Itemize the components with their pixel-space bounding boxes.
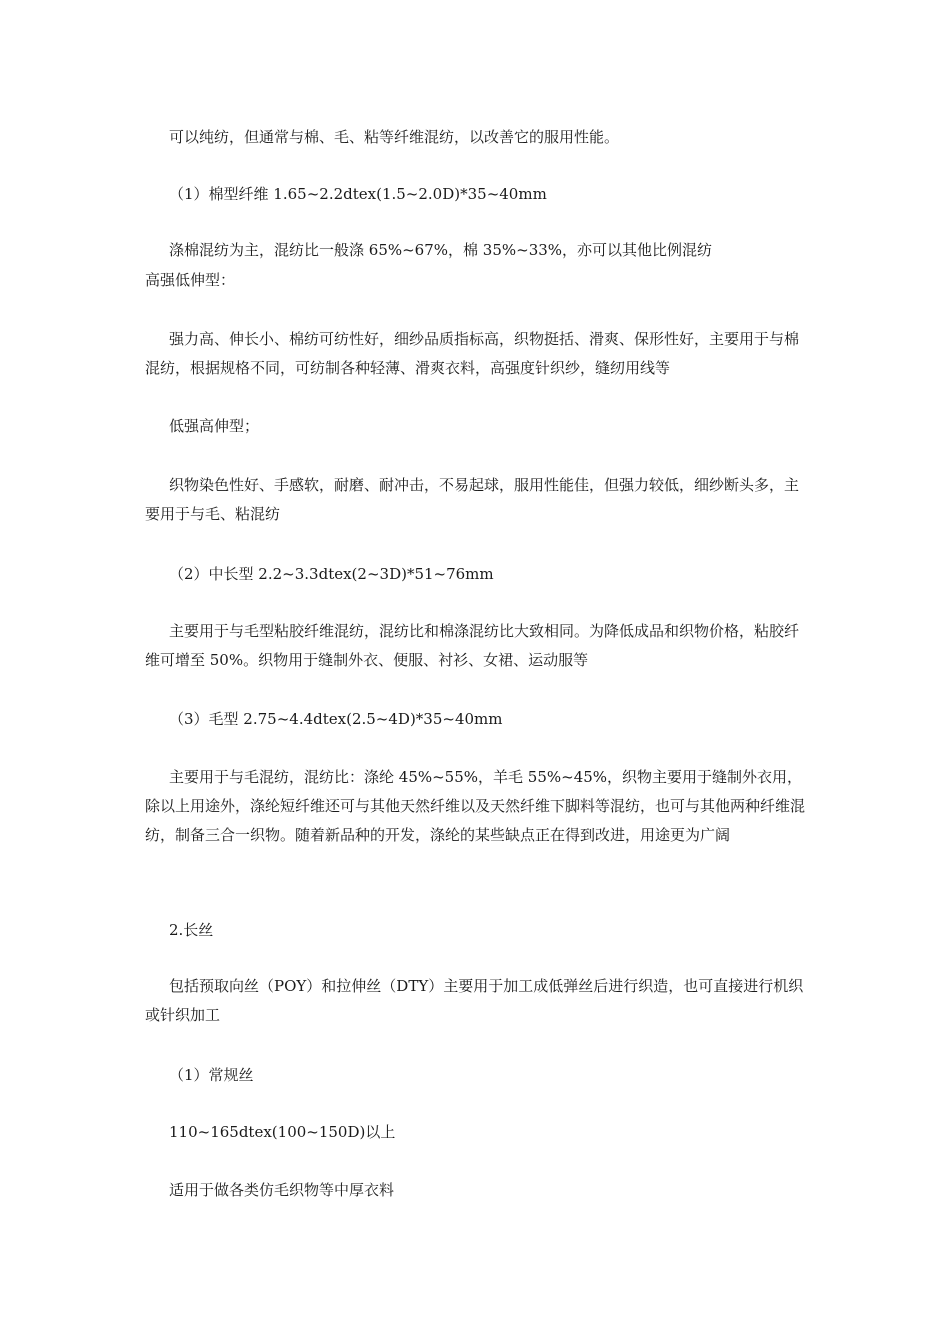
paragraph-high-strength-properties: 强力高、伸长小、棉纺可纺性好，细纱品质指标高，织物挺括、滑爽、保形性好，主要用于与棉混纺，根据规格不同，可纺制各种轻薄、滑爽衣料，高强度针织纱，缝纫用线等 — [145, 330, 800, 377]
paragraph-regular-filament-usage: 适用于做各类仿毛织物等中厚衣料 — [169, 1181, 395, 1199]
heading-wool-type: （3）毛型 2.75~4.4dtex(2.5~4D)*35~40mm — [169, 710, 503, 728]
paragraph-intro: 可以纯纺，但通常与棉、毛、粘等纤维混纺，以改善它的服用性能。 — [169, 128, 620, 146]
heading-regular-filament: （1）常规丝 — [169, 1066, 254, 1084]
heading-mid-length-type: （2）中长型 2.2~3.3dtex(2~3D)*51~76mm — [169, 565, 494, 583]
heading-high-strength-low-elongation: 高强低伸型： — [145, 271, 236, 289]
paragraph-mid-length-usage: 主要用于与毛型粘胶纤维混纺，混纺比和棉涤混纺比大致相同。为降低成品和织物价格，粘胶纤维可增至 50%。织物用于缝制外衣、便服、衬衫、女裙、运动服等 — [145, 622, 800, 669]
paragraph-low-strength-properties: 织物染色性好、手感软，耐磨、耐冲击，不易起球，服用性能佳，但强力较低，细纱断头多，主要用于与毛、粘混纺 — [145, 476, 800, 523]
heading-low-strength-high-elongation: 低强高伸型； — [169, 417, 260, 435]
paragraph-regular-filament-spec: 110~165dtex(100~150D)以上 — [169, 1123, 396, 1141]
paragraph-cotton-blend-ratio: 涤棉混纺为主，混纺比一般涤 65%~67%，棉 35%~33%，亦可以其他比例混纺 — [169, 241, 713, 259]
heading-cotton-type-fiber: （1）棉型纤维 1.65~2.2dtex(1.5~2.0D)*35~40mm — [169, 185, 547, 203]
paragraph-filament-description: 包括预取向丝（POY）和拉伸丝（DTY）主要用于加工成低弹丝后进行织造，也可直接进行机织或针织加工 — [145, 977, 804, 1024]
heading-filament: 2.长丝 — [169, 921, 214, 939]
paragraph-wool-type-usage: 主要用于与毛混纺，混纺比：涤纶 45%~55%，羊毛 55%~45%，织物主要用于缝制外衣用，除以上用途外，涤纶短纤维还可与其他天然纤维以及天然纤维下脚料等混纺，也可与其他两种纤维混纺，制备三合一织物。随着新品种的开发，涤纶的某些缺点正在得到改进，用途更为广阔 — [145, 768, 806, 844]
